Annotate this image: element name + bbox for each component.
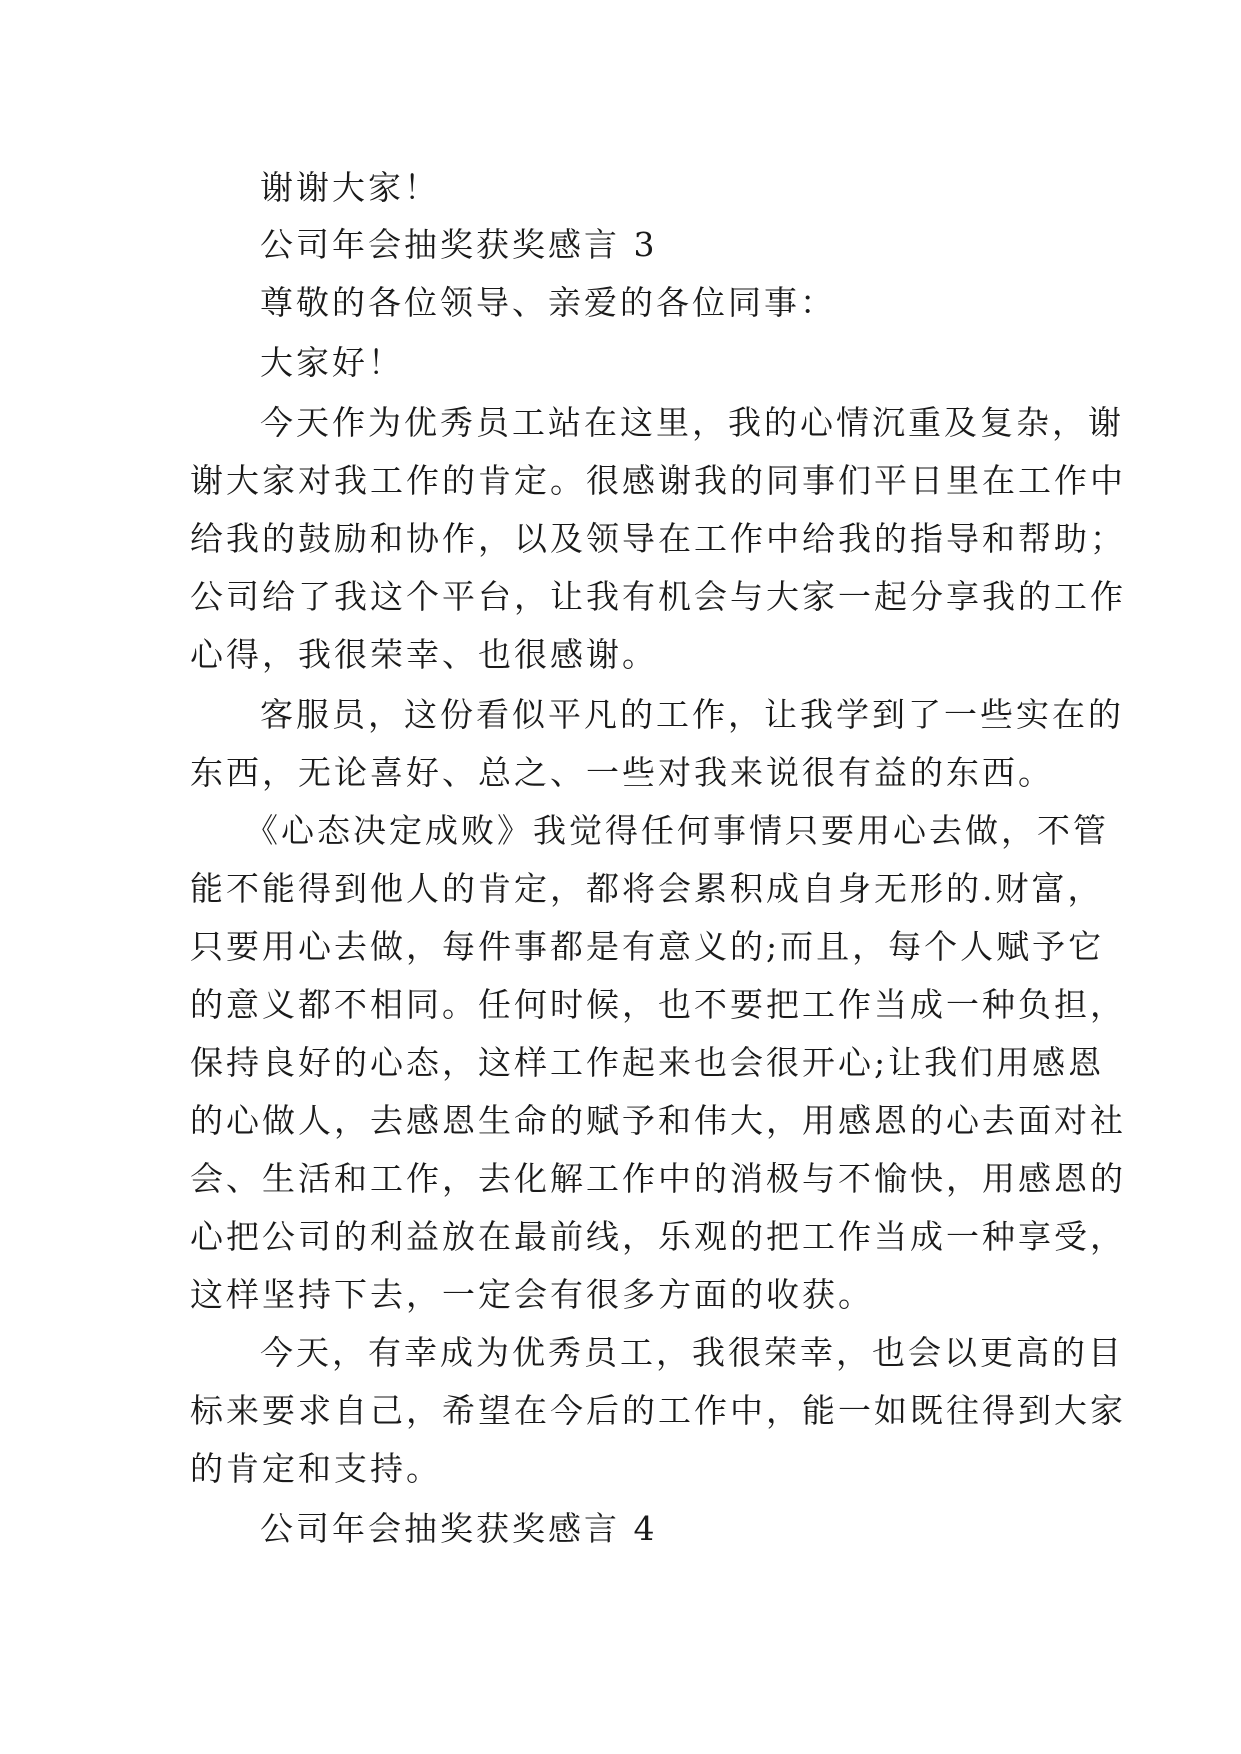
paragraph-line: 标来要求自己，希望在今后的工作中，能一如既往得到大家 [190, 1391, 1126, 1430]
paragraph-line: 的肯定和支持。 [190, 1449, 442, 1488]
paragraph-line: 心把公司的利益放在最前线，乐观的把工作当成一种享受， [190, 1217, 1126, 1256]
paragraph-line: 给我的鼓励和协作，以及领导在工作中给我的指导和帮助； [190, 519, 1126, 558]
paragraph-line: 能不能得到他人的肯定，都将会累积成自身无形的.财富， [190, 869, 1104, 908]
greeting: 大家好！ [260, 343, 404, 382]
paragraph-line: 客服员，这份看似平凡的工作，让我学到了一些实在的 [260, 695, 1124, 734]
paragraph-line: 会、生活和工作，去化解工作中的消极与不愉快，用感恩的 [190, 1159, 1126, 1198]
paragraph-line: 谢大家对我工作的肯定。很感谢我的同事们平日里在工作中 [190, 461, 1126, 500]
paragraph-line: 只要用心去做，每件事都是有意义的;而且，每个人赋予它 [190, 927, 1105, 966]
salutation: 尊敬的各位领导、亲爱的各位同事： [260, 283, 836, 322]
paragraph-line: 东西，无论喜好、总之、一些对我来说很有益的东西。 [190, 753, 1054, 792]
paragraph-line: 的意义都不相同。任何时候，也不要把工作当成一种负担， [190, 985, 1126, 1024]
paragraph-line: 心得，我很荣幸、也很感谢。 [190, 635, 658, 674]
paragraph-line: 保持良好的心态，这样工作起来也会很开心;让我们用感恩 [190, 1043, 1105, 1082]
paragraph-line: 这样坚持下去，一定会有很多方面的收获。 [190, 1275, 874, 1314]
paragraph-line: 今天作为优秀员工站在这里，我的心情沉重及复杂，谢 [260, 403, 1124, 442]
paragraph-line: 《心态决定成败》我觉得任何事情只要用心去做，不管 [245, 811, 1109, 850]
paragraph-line: 今天，有幸成为优秀员工，我很荣幸，也会以更高的目 [260, 1333, 1124, 1372]
paragraph-line: 的心做人，去感恩生命的赋予和伟大，用感恩的心去面对社 [190, 1101, 1126, 1140]
paragraph-line: 公司给了我这个平台，让我有机会与大家一起分享我的工作 [190, 577, 1126, 616]
closing-thanks: 谢谢大家！ [260, 168, 440, 207]
section-heading-3: 公司年会抽奖获奖感言 3 [260, 225, 658, 264]
section-heading-4: 公司年会抽奖获奖感言 4 [260, 1509, 658, 1548]
